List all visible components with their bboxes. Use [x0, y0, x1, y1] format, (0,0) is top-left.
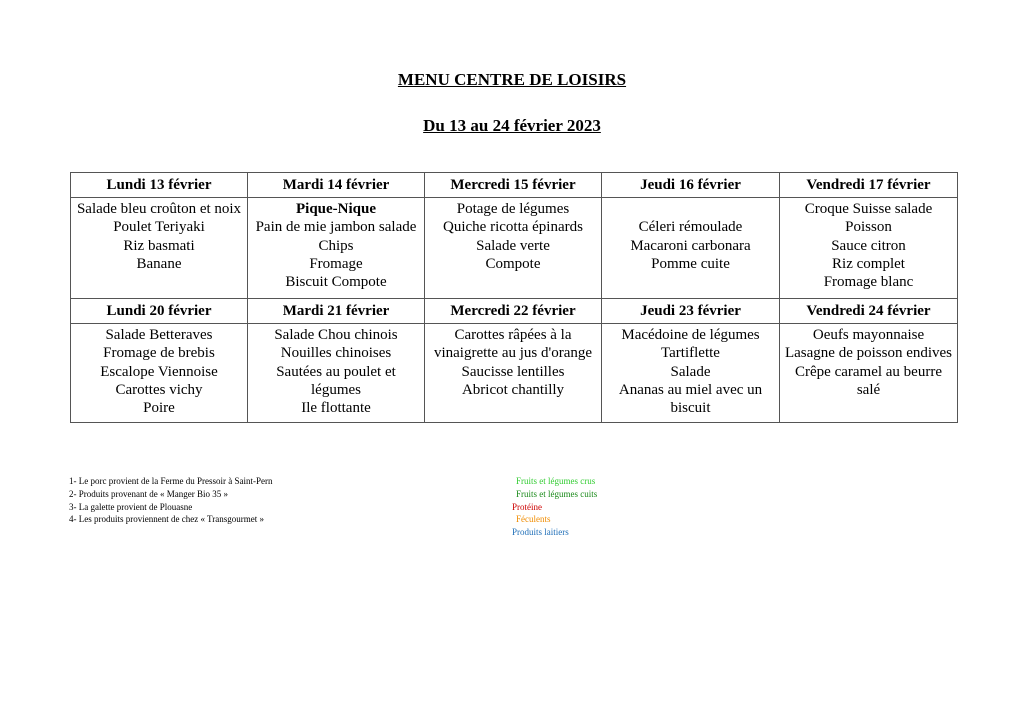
day-header-jeudi-16: Jeudi 16 février [602, 173, 780, 198]
footnote-1: 1- Le porc provient de la Ferme du Pressoir à Saint-Pern [69, 476, 273, 486]
menu-item: Potage de légumes [456, 201, 570, 217]
menu-item: Céleri rémoulade [638, 219, 743, 236]
menu-item: Croque Suisse salade [804, 201, 933, 217]
menu-item: Sautées au poulet et légumes [276, 363, 396, 398]
menu-cell-jeudi-23 [602, 324, 780, 423]
menu-cell-lundi-20 [71, 324, 248, 423]
menu-item: Escalope Viennoise [100, 363, 218, 380]
menu-cell-mardi-21 [248, 324, 425, 423]
menu-item: Saucisse lentilles [461, 363, 565, 380]
menu-item-highlight: Pique-Nique [295, 201, 376, 217]
week2-header-row [71, 299, 958, 324]
menu-item: Salade Chou chinois [274, 327, 398, 343]
menu-item: Biscuit Compote [285, 274, 387, 291]
menu-item: Lasagne de poisson endives [784, 345, 953, 362]
menu-item: Pomme cuite [651, 255, 730, 272]
footnote-3: 3- La galette provient de Plouasne [69, 501, 193, 512]
week2-menu-row [71, 324, 958, 423]
page-title: MENU CENTRE DE LOISIRS [397, 70, 627, 89]
day-header-vendredi-17: Vendredi 17 février [780, 173, 958, 198]
menu-item: Ananas au miel avec un biscuit [618, 381, 763, 417]
menu-cell-vendredi-24 [780, 324, 958, 423]
day-header-mercredi-15: Mercredi 15 février [425, 173, 602, 198]
menu-item: Compote [485, 255, 541, 272]
menu-cell-jeudi-16 [602, 198, 780, 299]
menu-item: Carottes vichy [115, 381, 203, 398]
menu-item: Quiche ricotta épinards [443, 219, 583, 236]
menu-item: Chips [318, 237, 354, 254]
week1-menu-row [71, 198, 958, 299]
menu-item: Crêpe caramel au beurre salé [795, 363, 942, 398]
menu-item: Ile flottante [301, 400, 371, 417]
menu-item: Salade verte [476, 237, 550, 254]
date-range-subtitle: Du 13 au 24 février 2023 [423, 116, 601, 135]
menu-table [70, 172, 958, 423]
footnote-4: 4- Les produits proviennent de chez « Transgourmet » [69, 514, 264, 525]
legend-starches: Féculents [516, 514, 551, 525]
menu-item: Tartiflette [661, 345, 720, 362]
menu-item: Salade Betteraves [105, 327, 213, 343]
menu-cell-mercredi-15 [425, 198, 602, 299]
menu-item: Pain de mie jambon salade [255, 219, 417, 236]
menu-cell-vendredi-17 [780, 198, 958, 299]
week1-header-row [71, 173, 958, 198]
day-header-jeudi-23: Jeudi 23 février [602, 299, 780, 324]
menu-item: Fromage [309, 255, 363, 272]
menu-item: Carottes râpées à la vinaigrette au jus d'orange [433, 327, 593, 362]
footnotes [69, 475, 272, 526]
menu-item: Riz basmati [123, 237, 195, 254]
legend-protein: Protéine [512, 501, 542, 512]
menu-item: Fromage de brebis [103, 345, 215, 362]
legend-cooked-produce: Fruits et légumes cuits [516, 488, 598, 499]
menu-item: Salade [670, 363, 711, 380]
menu-cell-lundi-13 [71, 198, 248, 299]
day-header-lundi-20: Lundi 20 février [71, 299, 248, 324]
menu-item: Fromage blanc [823, 274, 914, 291]
menu-cell-mardi-14 [248, 198, 425, 299]
menu-item: Oeufs mayonnaise [812, 327, 925, 343]
menu-item: Macédoine de légumes [621, 327, 760, 343]
menu-item: Poulet Teriyaki [113, 219, 205, 236]
menu-item: Banane [136, 255, 182, 272]
day-header-mardi-21: Mardi 21 février [248, 299, 425, 324]
legend-dairy: Produits laitiers [512, 527, 569, 538]
blank-line [604, 200, 777, 218]
day-header-mardi-14: Mardi 14 février [248, 173, 425, 198]
menu-cell-mercredi-22 [425, 324, 602, 423]
menu-item: Salade bleu croûton et noix [76, 201, 242, 217]
menu-item: Poisson [845, 219, 892, 236]
legend-raw-produce: Fruits et légumes crus [516, 476, 596, 486]
color-legend [512, 475, 597, 539]
day-header-mercredi-22: Mercredi 22 février [425, 299, 602, 324]
day-header-vendredi-24: Vendredi 24 février [780, 299, 958, 324]
menu-item: Nouilles chinoises [280, 345, 392, 362]
footnote-2: 2- Produits provenant de « Manger Bio 35 » [69, 488, 228, 499]
menu-item: Macaroni carbonara [630, 237, 751, 254]
menu-item: Riz complet [832, 255, 905, 272]
menu-item: Poire [143, 400, 175, 417]
day-header-lundi-13: Lundi 13 février [71, 173, 248, 198]
menu-item: Sauce citron [831, 237, 906, 254]
menu-item: Abricot chantilly [461, 381, 565, 398]
